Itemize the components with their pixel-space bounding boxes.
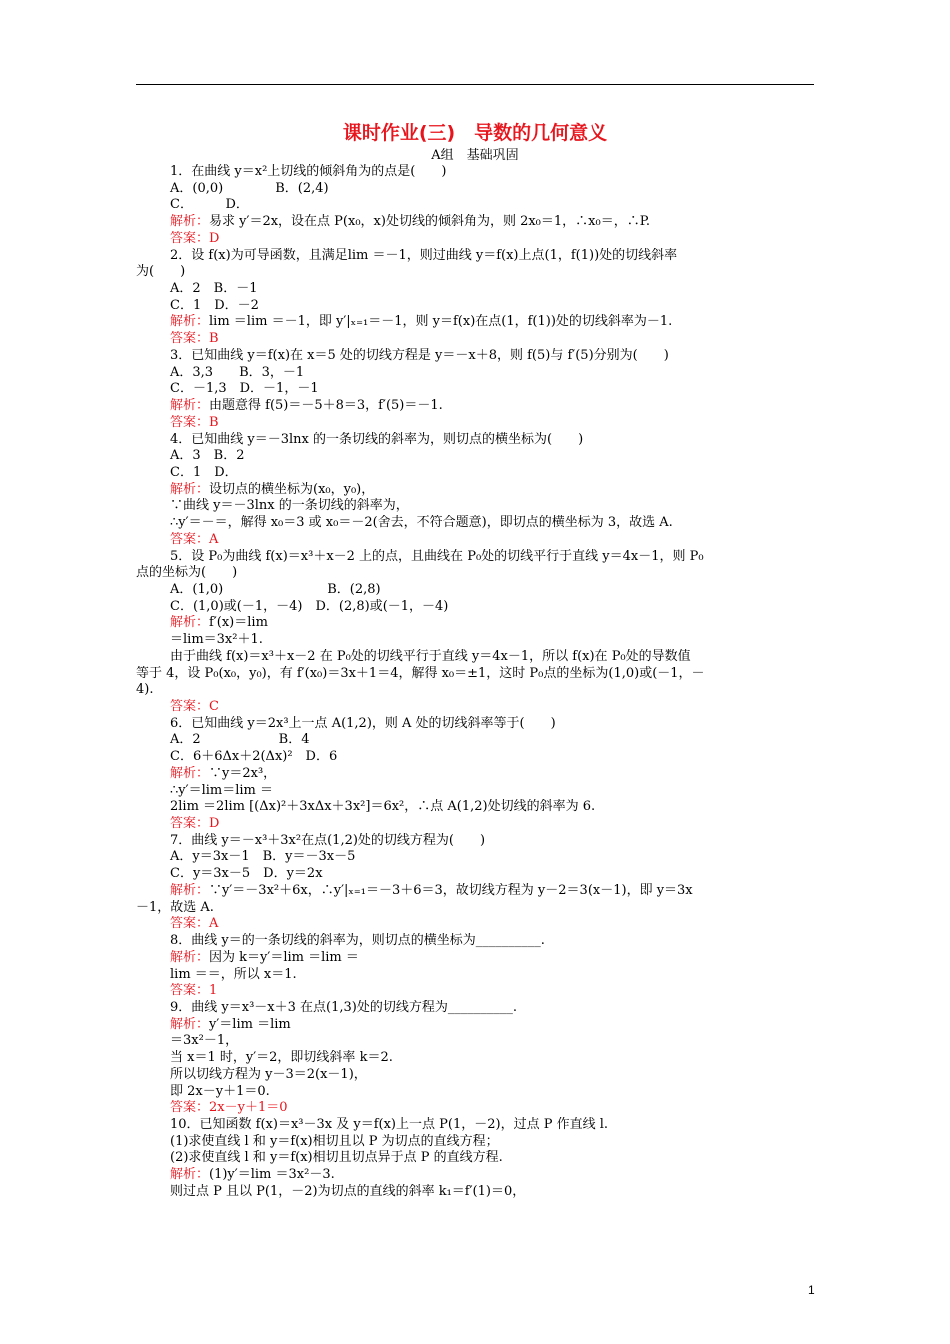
analysis-label: 解析： [170,398,210,414]
text-line: A．2 B．－1 [170,281,258,297]
text-line: C．－1,3 D．－1，－1 [170,381,319,397]
answer-line: 答案：D [170,816,220,832]
analysis-line [136,766,814,783]
page-number: 1 [808,1283,815,1297]
document-body [136,164,814,1201]
section-subtitle: A组 基础巩固 [431,148,519,163]
text-line: ∴y′＝－＝，解得 x₀＝3 或 x₀＝－2(舍去，不符合题意)，即切点的横坐标为 3，故选 A. [170,515,673,531]
text-line: 7．曲线 y＝－x³＋3x²在点(1,2)处的切线方程为( ) [170,832,486,848]
text-line: C． D． [170,197,249,213]
text-line: ∵曲线 y＝－3lnx 的一条切线的斜率为， [170,498,409,514]
text-line: C．y＝3x－5 D．y＝2x [170,866,323,882]
text-line: C．6＋6Δx＋2(Δx)² D．6 [170,749,338,765]
analysis-label: 解析： [170,882,210,898]
text-line: ＝3x²－1， [170,1033,239,1049]
analysis-line [136,615,814,632]
text-line: 4). [136,682,154,698]
analysis-label: 解析： [170,765,210,781]
analysis-label: 解析： [170,615,210,631]
analysis-line [136,950,814,967]
analysis-text: lim ＝lim ＝－1，即 y′|ₓ₌₁＝－1，则 y＝f(x)在点(1，f(1))处的切线斜率为－1. [209,314,673,330]
analysis-text: 因为 k＝y′＝lim ＝lim ＝ [209,949,359,965]
analysis-text: ∵y＝2x³， [209,765,277,781]
text-line: 2．设 f(x)为可导函数，且满足lim ＝－1，则过曲线 y＝f(x)上点(1，f(1))处的切线斜率 [170,247,678,263]
text-line: 点的坐标为( ) [136,565,238,581]
analysis-text: 设切点的横坐标为(x₀，y₀)， [209,481,375,497]
answer-line: 答案：1 [170,983,218,999]
text-line: (1)求使直线 l 和 y＝f(x)相切且以 P 为切点的直线方程； [170,1133,499,1149]
text-line: 等于 4，设 P₀(x₀，y₀)，有 f′(x₀)＝3x＋1＝4，解得 x₀＝±1，这时 P₀点的坐标为(1,0)或(－1，－ [136,665,705,681]
text-line: 8．曲线 y＝的一条切线的斜率为，则切点的横坐标为__________. [170,933,545,949]
analysis-text: 易求 y′＝2x，设在点 P(x₀，x)处切线的倾斜角为，则 2x₀＝1，∴x₀＝，∴P. [209,214,650,230]
analysis-label: 解析： [170,1016,210,1032]
text-line: 所以切线方程为 y－3＝2(x－1)， [170,1066,367,1082]
text-line: 9．曲线 y＝x³－x＋3 在点(1,3)处的切线方程为__________. [170,999,517,1015]
text-line: A．3,3 B．3，－1 [170,364,305,380]
text-line: (2)求使直线 l 和 y＝f(x)相切且切点异于点 P 的直线方程. [170,1150,503,1166]
text-line: A．(1,0) B．(2,8) [170,581,381,597]
analysis-line [136,1017,814,1034]
analysis-line [136,214,814,231]
analysis-text: (1)y′＝lim ＝3x²－3. [209,1167,335,1183]
text-line: 6．已知曲线 y＝2x³上一点 A(1,2)，则 A 处的切线斜率等于( ) [170,715,556,731]
text-line: 5．设 P₀为曲线 f(x)＝x³＋x－2 上的点，且曲线在 P₀处的切线平行于直线 y＝4x－1，则 P₀ [170,548,704,564]
answer-line: 答案：C [170,699,219,714]
analysis-text: y′＝lim ＝lim [209,1016,291,1032]
analysis-label: 解析： [170,481,210,497]
analysis-label: 解析： [170,949,210,965]
text-line: 10．已知函数 f(x)＝x³－3x 及 y＝f(x)上一点 P(1，－2)，过点 P 作直线 l. [170,1116,609,1132]
text-line: ∴y′＝lim＝lim ＝ [170,782,273,798]
text-line: C．1 D．－2 [170,297,259,313]
header-rule [136,84,814,85]
analysis-line [136,1167,814,1184]
text-line: C．(1,0)或(－1，－4) D．(2,8)或(－1，－4) [170,598,449,614]
text-line: A．3 B．2 [170,448,245,464]
text-line: 即 2x－y＋1＝0. [170,1083,270,1099]
analysis-line [136,314,814,331]
answer-line: 答案：B [170,414,219,430]
text-line: 则过点 P 且以 P(1，－2)为切点的直线的斜率 k₁＝f′(1)＝0， [170,1183,526,1199]
analysis-line [136,398,814,415]
text-line: 1．在曲线 y＝x²上切线的倾斜角为的点是( ) [170,164,447,179]
analysis-line [136,482,814,499]
text-line: 由于曲线 f(x)＝x³＋x－2 在 P₀处的切线平行于直线 y＝4x－1，所以 f(x)在 P₀处的导数值 [170,648,691,664]
analysis-text: f′(x)＝lim [209,615,268,631]
text-line: 3．已知曲线 y＝f(x)在 x＝5 处的切线方程是 y＝－x＋8，则 f(5)与 f′(5)分别为( ) [170,347,669,363]
text-line: lim ＝＝，所以 x＝1. [170,966,297,982]
text-line: A．y＝3x－1 B．y＝－3x－5 [170,849,356,865]
text-line: －1，故选 A. [136,899,214,915]
analysis-line [136,883,814,900]
answer-line: 答案：B [170,331,219,347]
analysis-text: ∵y′＝－3x²＋6x，∴y′|ₓ₌₁＝－3＋6＝3，故切线方程为 y－2＝3(x－1)，即 y＝3x [209,882,693,898]
answer-line: 答案：A [170,916,219,932]
answer-line: 答案：A [170,531,219,547]
analysis-label: 解析： [170,214,210,230]
analysis-label: 解析： [170,1167,210,1183]
analysis-label: 解析： [170,314,210,330]
text-line: 4．已知曲线 y＝－3lnx 的一条切线的斜率为，则切点的横坐标为( ) [170,431,584,447]
text-line: 当 x＝1 时，y′＝2，即切线斜率 k＝2. [170,1050,393,1066]
text-line: 2lim ＝2lim [(Δx)²＋3xΔx＋3x²]＝6x²，∴点 A(1,2)处切线的斜率为 6. [170,799,596,815]
text-line: 为( ) [136,264,186,280]
answer-line: 答案：2x－y＋1＝0 [170,1100,288,1116]
page-title: 课时作业(三) 导数的几何意义 [342,122,608,144]
text-line: ＝lim＝3x²＋1. [170,632,263,648]
text-line: C．1 D． [170,464,238,480]
answer-line: 答案：D [170,230,220,246]
text-line: A．(0,0) B．(2,4) [170,180,329,196]
analysis-text: 由题意得 f(5)＝－5＋8＝3，f′(5)＝－1. [209,398,443,414]
text-line: A．2 B．4 [170,732,310,748]
